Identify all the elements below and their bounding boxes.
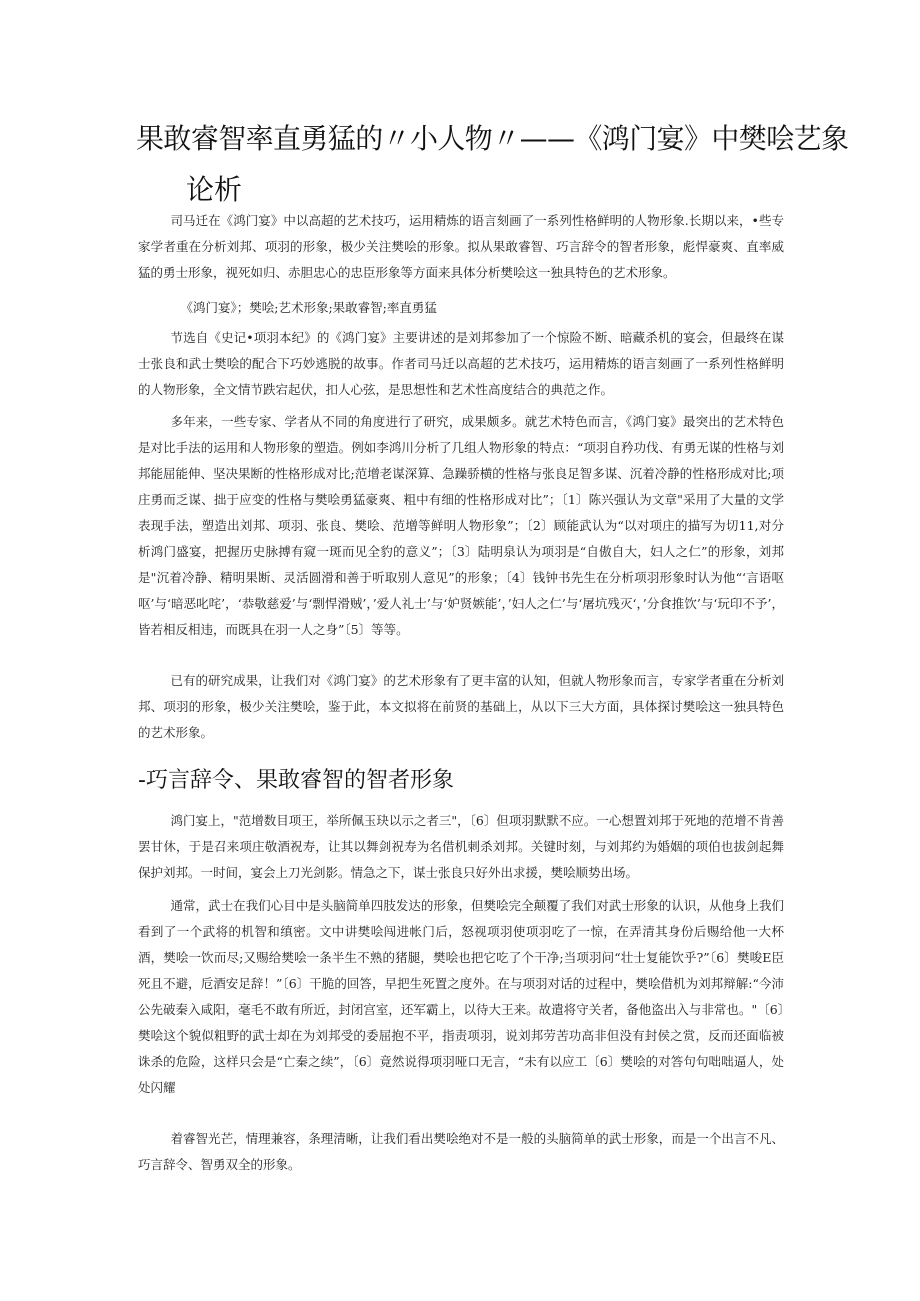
document-title: 果敢睿智率直勇猛的〃小人物〃——《鸿门宴》中樊哙艺象: [136, 122, 849, 155]
keywords-line: 《鸿门宴》；樊哙;艺术形象;果敢睿智;率直勇猛: [180, 300, 437, 315]
body-paragraph-5: 通常，武士在我们心目中是头脑简单四肢发达的形象，但樊哙完全颠覆了我们对武士形象的认识，从他身上我们看到了一个武将的机智和缜密。文中讲樊哙闯进帐门后，怒视项羽使项羽吃了一惊，在弄清其身份后赐给他一大杯酒，樊哙一饮而尽;又赐给樊哙一条半生不熟的猪腿，樊哙也把它吃了个干净;当项羽问“壮士复能饮乎?”〔6〕樊唆E臣死且不避，卮酒安足辞！”〔6〕干脆的回答，早把生死置之度外。在与项羽对话的过程中，樊哙借机为刘邦辩解:“今沛公先破秦入咸阳，毫毛不敢有所近，封闭宫室，还军霸上，以待大王来。故遣将守关者，备他盗出入与非常也。"〔6〕樊哙这个貌似粗野的武士却在为刘邦受的委屈抱不平，指责项羽，说刘邦劳苦功高非但没有封侯之赏，反而还面临被诛杀的危险，这样只会是“亡秦之续”，〔6〕竟然说得项羽哑口无言，“未有以应工〔6〕樊哙的对答句句咄咄逼人，处处闪耀: [138, 898, 784, 1095]
section-1-heading: -巧言辞令、果敢睿智的智者形象: [138, 768, 454, 793]
body-paragraph-3: 已有的研究成果，让我们对《鸿门宴》的艺术形象有了更丰富的认知，但就人物形象而言，专家学者重在分析刘邦、项羽的形象，极少关注樊哙，鉴于此，本文拟将在前贤的基础上，从以下三大方面，具体探讨樊哙这一独具特色的艺术形象。: [138, 673, 784, 740]
document-title-continuation: 论析: [186, 173, 243, 206]
body-paragraph-6: 着睿智光芒，情理兼容，条理清晰，让我们看出樊哙绝对不是一般的头脑简单的武士形象，而是一个出言不凡、巧言辞令、智勇双全的形象。: [138, 1131, 784, 1172]
body-paragraph-2: 多年来，一些专家、学者从不同的角度进行了研究，成果颇多。就艺术特色而言，《鸿门宴》最突出的艺术特色是对比手法的运用和人物形象的塑造。例如李鸿川分析了几组人物形象的特点：“项羽自矜功伐、有勇无谋的性格与刘邦能屈能伸、坚决果断的性格形成对比;范增老谋深算、急躁骄横的性格与张良足智多谋、沉着冷静的性格形成对比;项庄勇而乏谋、拙于应变的性格与樊哙勇猛豪爽、粗中有细的性格形成对比”；〔1〕陈兴强认为文章"采用了大量的文学表现手法，塑造出刘邦、项羽、张良、樊哙、范增等鲜明人物形象”；〔2〕顾能武认为“以对项庄的描写为切11,对分析鸿门盛宴，把握历史脉搏有窥一斑而见全豹的意义”；〔3〕陆明泉认为项羽是“自傲自大，妇人之仁”的形象，刘邦是"沉着冷静、精明果断、灵活圆滑和善于听取别人意见”的形象；〔4〕钱钟书先生在分析项羽形象时认为他“‘言语呕呕’与‘暗恶叱咤’，‘恭敬慈爱’与‘剽悍滑贼’，’爱人礼士’与‘妒贤嫉能’，’妇人之仁’与‘屠坑残灭‘，’分食推饮’与‘玩印不予’，皆若相反相违，而既具在羽一人之身”〔5〕等等。: [138, 414, 784, 637]
body-paragraph-4: 鸿门宴上，"范增数目项王，举所佩玉玦以示之者三"，〔6〕但项羽默默不应。一心想置刘邦于死地的范增不肯善罢甘休，于是召来项庄敬酒祝寿，让其以舞剑祝寿为名借机刺杀刘邦。关键时刻，与刘邦约为婚姻的项伯也拔剑起舞保护刘邦。一时间，宴会上刀光剑影。情急之下，谋士张良只好外出求援，樊哙顺势出场。: [138, 813, 784, 880]
abstract-paragraph: 司马迁在《鸿门宴》中以高超的艺术技巧，运用精炼的语言刻画了一系列性格鲜明的人物形象.长期以来，•些专家学者重在分析刘邦、项羽的形象，极少关注樊哙的形象。拟从果敢睿智、巧言辞令的智者形象，彪悍豪爽、直率威猛的勇士形象，视死如归、赤胆忠心的忠臣形象等方面来具体分析樊哙这一独具特色的艺术形象。: [138, 213, 784, 280]
body-paragraph-1: 节选自《史记•项羽本纪》的《鸿门宴》主要讲述的是刘邦参加了一个惊险不断、暗藏杀机的宴会，但最终在谋士张良和武士樊哙的配合下巧妙逃脱的故事。作者司马迁以高超的艺术技巧，运用精炼的语言刻画了一系列性格鲜明的人物形象，全文情节跌宕起伏，扣人心弦，是思想性和艺术性高度结合的典范之作。: [138, 330, 784, 397]
